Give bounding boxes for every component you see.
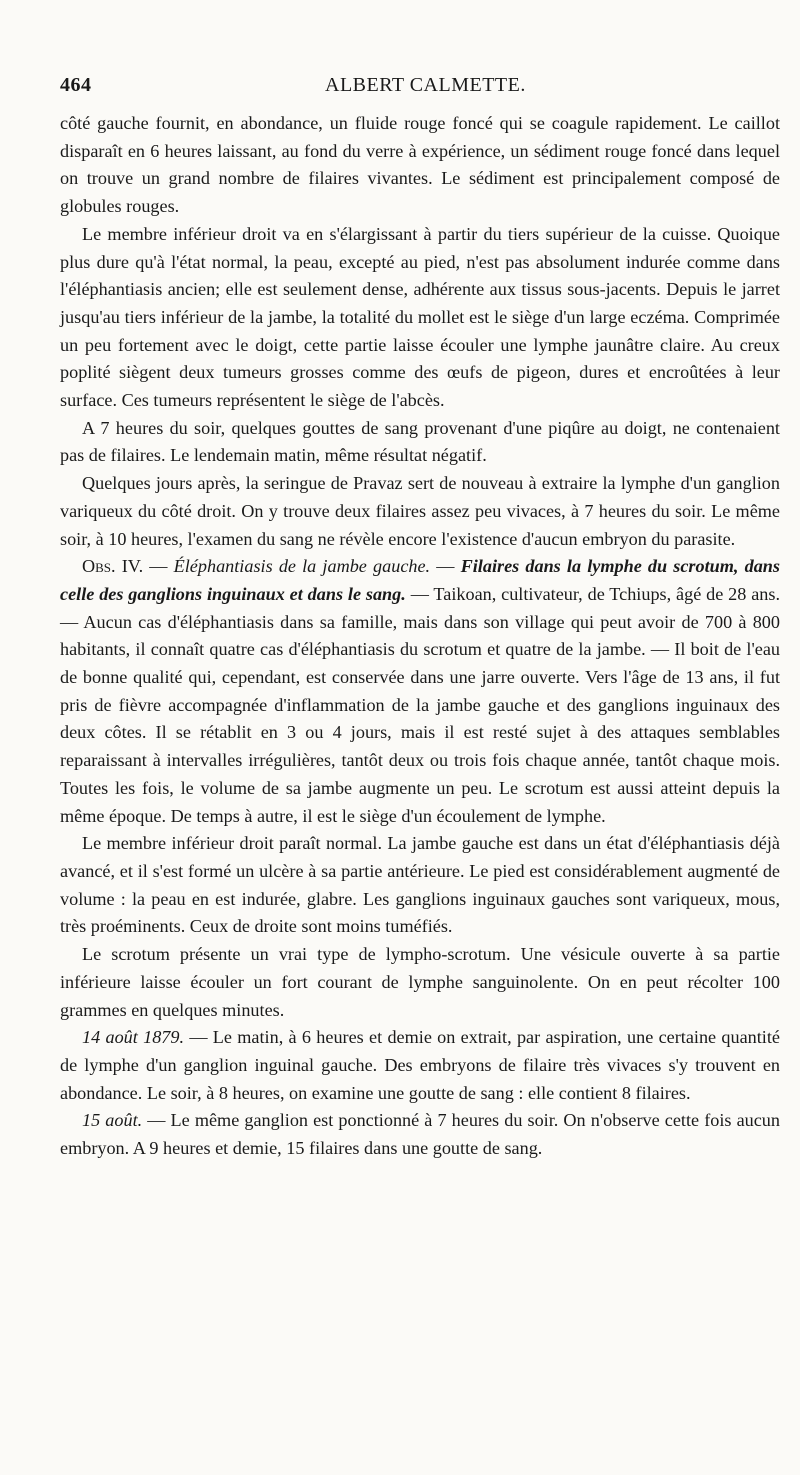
running-title: ALBERT CALMETTE. <box>325 74 526 96</box>
paragraph: Quelques jours après, la seringue de Pravaz sert de nouveau à extraire la lymphe d'un ganglion variqueux du côté droit. On y trouve deux filaires assez peu vivaces, à 7 heures du soir. Le même soir, à 10 heures, l'examen du sang ne révèle encore l'existence d'aucun embryon du parasite. <box>60 473 780 549</box>
paragraph: côté gauche fournit, en abondance, un fluide rouge foncé qui se coagule rapidement. Le caillot disparaît en 6 heures laissant, au fond du verre à expérience, un sédiment rouge foncé dans lequel on trouve un grand nombre de filaires vivantes. Le sédiment est principalement composé de globules rouges. <box>60 113 780 217</box>
entry-date: 14 août 1879. <box>82 1027 185 1048</box>
dash: — <box>143 556 174 577</box>
paragraph: A 7 heures du soir, quelques gouttes de sang provenant d'une piqûre au doigt, ne contenaient pas de filaires. Le lendemain matin, même résultat négatif. <box>60 417 780 466</box>
dash: — <box>430 556 461 577</box>
observation-label: Obs. IV. <box>82 556 144 577</box>
dated-paragraph <box>60 1024 780 1107</box>
paragraph: Le scrotum présente un vrai type de lympho-scrotum. Une vésicule ouverte à sa partie inférieure laisse écouler un fort courant de lymphe sanguinolente. On en peut récolter 100 grammes en quelques minutes. <box>60 944 780 1020</box>
entry-text: — Le matin, à 6 heures et demie on extrait, par aspiration, une certaine quantité de lymphe d'un ganglion inguinal gauche. Des embryons de filaire très vivaces s'y trouvent en abondance. Le soir, à 8 heures, on examine une goutte de sang : elle contient 8 filaires. <box>60 1027 780 1103</box>
body-text <box>60 110 780 1163</box>
dated-paragraph <box>60 1107 780 1162</box>
page-number: 464 <box>60 74 92 96</box>
paragraph: Le membre inférieur droit paraît normal. La jambe gauche est dans un état d'éléphantiasis déjà avancé, et il s'est formé un ulcère à sa partie antérieure. Le pied est considérablement augmenté de volume : la peau en est indurée, glabre. Les ganglions inguinaux gauches sont variqueux, mous, très proéminents. Ceux de droite sont moins tuméfiés. <box>60 833 780 937</box>
entry-text: — Le même ganglion est ponctionné à 7 heures du soir. On n'observe cette fois aucun embryon. A 9 heures et demie, 15 filaires dans une goutte de sang. <box>60 1110 780 1159</box>
paragraph: Le membre inférieur droit va en s'élargissant à partir du tiers supérieur de la cuisse. Quoique plus dure qu'à l'état normal, la peau, excepté au pied, n'est pas absolument indurée comme dans l'éléphantiasis ancien; elle est seulement dense, adhérente aux tissus sous-jacents. Depuis le jarret jusqu'au tiers inférieur de la jambe, la totalité du mollet est le siège d'un large eczéma. Comprimée un peu fortement avec le doigt, cette partie laisse écouler une lymphe jaunâtre claire. Au creux poplité siègent deux tumeurs grosses comme des œufs de pigeon, dures et encroûtées à leur surface. Ces tumeurs représentent le siège de l'abcès. <box>60 223 780 411</box>
observation-paragraph <box>60 553 780 830</box>
entry-date: 15 août. <box>82 1110 143 1131</box>
observation-title: Éléphantiasis de la jambe gauche. <box>173 556 431 577</box>
observation-subtitle: Filaires dans la lymphe du scrotum, dans celle des ganglions inguinaux et dans le sang. <box>60 556 781 604</box>
observation-text: — Taikoan, cultivateur, de Tchiups, âgé de 28 ans. — Aucun cas d'éléphantiasis dans sa famille, mais dans son village qui peut avoir de 700 à 800 habitants, il connaît quatre cas d'éléphantiasis du scrotum et quatre de la jambe. — Il boit de l'eau de bonne qualité qui, cependant, est conservée dans une jarre ouverte. Vers l'âge de 13 ans, il fut pris de fièvre accompagnée d'inflammation de la jambe gauche et des ganglions inguinaux des deux côtes. Il se rétablit en 3 ou 4 jours, mais il est resté sujet à des attaques semblables reparaissant à intervalles irrégulières, tantôt deux ou trois fois chaque année, tantôt chaque mois. Toutes les fois, le volume de sa jambe augmente un peu. Le scrotum est aussi atteint depuis la même époque. De temps à autre, il est le siège d'un écoulement de lymphe. <box>60 583 781 826</box>
